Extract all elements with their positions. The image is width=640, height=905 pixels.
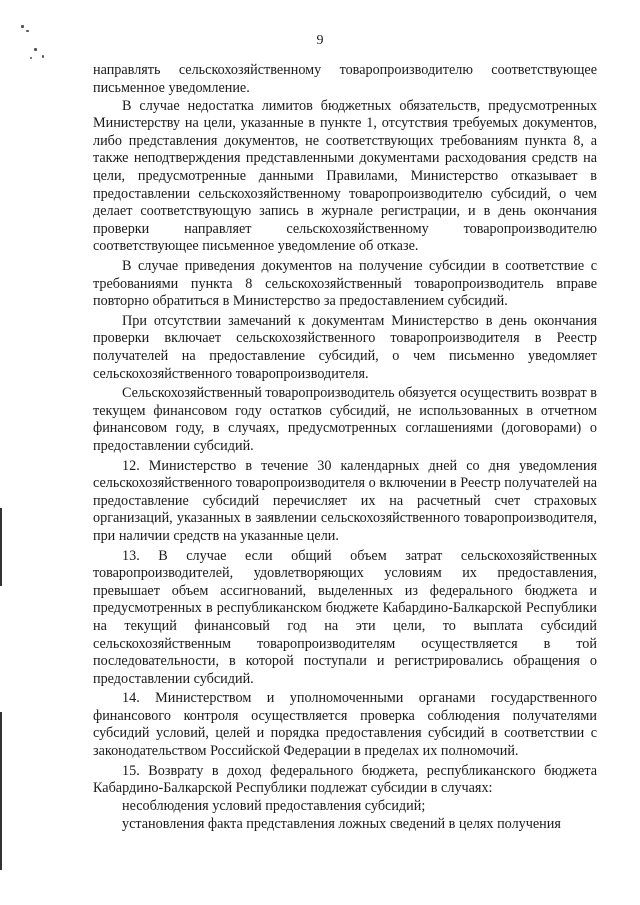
scan-mark-left-lower xyxy=(0,712,2,870)
paragraph-resubmission: В случае приведения документов на получение субсидии в соответствие с требованиями пункта 8 сельскохозяйственный товаропроизводитель вправе повторно обратиться в Министерство за предоставлением субсидий. xyxy=(93,258,597,310)
paragraph-item-13: 13. В случае если общий объем затрат сельскохозяйственных товаропроизводителей, удовлетворяющих условиям их предоставления, превышает объем ассигнований, выделенных из федерального бюджета и предусмотренных в республиканском бюджете Кабардино-Балкарской Республики на текущий финансовый год на эти цели, то выплата субсидий сельскохозяйственным товаропроизводителям осуществляется в той последовательности, в которой поступали и регистрировались обращения о предоставлении субсидий. xyxy=(93,547,597,687)
paragraph-item-15: 15. Возврату в доход федерального бюджета, республиканского бюджета Кабардино-Балкарской Республики подлежат субсидии в случаях: xyxy=(93,762,597,797)
paragraph-case-false-info: установления факта представления ложных сведений в целях получения xyxy=(122,816,561,833)
paragraph-item-12: 12. Министерство в течение 30 календарных дней со дня уведомления сельскохозяйственного товаропроизводителя о включении в Реестр получателей на предоставление субсидий перечисляет их на расчетный счет страховых организаций, указанных в заявлении сельскохозяйственного товаропроизводителя, при наличии средств на указанные цели. xyxy=(93,457,597,544)
paragraph-registry-inclusion: При отсутствии замечаний к документам Министерство в день окончания проверки включает сельскохозяйственного товаропроизводителя в Реестр получателей на предоставление субсидий, о чем письменно уведомляет сельскохозяйственного товаропроизводителя. xyxy=(93,312,597,382)
paragraph-case-noncompliance: несоблюдения условий предоставления субсидий; xyxy=(122,798,426,815)
page-number: 9 xyxy=(316,33,324,48)
paragraph-continuation: направлять сельскохозяйственному товаропроизводителю соответствующее письменное уведомление. xyxy=(93,62,597,96)
paragraph-refusal: В случае недостатка лимитов бюджетных обязательств, предусмотренных Министерству на цели, указанные в пункте 1, отсутствия требуемых документов, либо представления документов, не соответствующих требованиям пункта 8, а также неподтверждения представленными документами расходования средств на цели, предусмотренные данными Правилами, Министерство отказывает в предоставлении сельскохозяйственному товаропроизводителю субсидий, о чем делает соответствующую запись в журнале регистрации, и в день окончания проверки направляет сельскохозяйственному товаропроизводителю соответствующее письменное уведомление об отказе. xyxy=(93,97,597,255)
paragraph-item-14: 14. Министерством и уполномоченными органами государственного финансового контроля осуществляется проверка соблюдения получателями субсидий условий, целей и порядка предоставления субсидий в соответствии с законодательством Российской Федерации в пределах их полномочий. xyxy=(93,690,597,760)
paragraph-return-obligation: Сельскохозяйственный товаропроизводитель обязуется осуществить возврат в текущем финансовом году остатков субсидий, не использованных в отчетном финансовом году, в случаях, предусмотренных соглашениями (договорами) о предоставлении субсидий. xyxy=(93,385,597,454)
document-body xyxy=(93,62,597,835)
scan-mark-left-upper xyxy=(0,508,2,586)
